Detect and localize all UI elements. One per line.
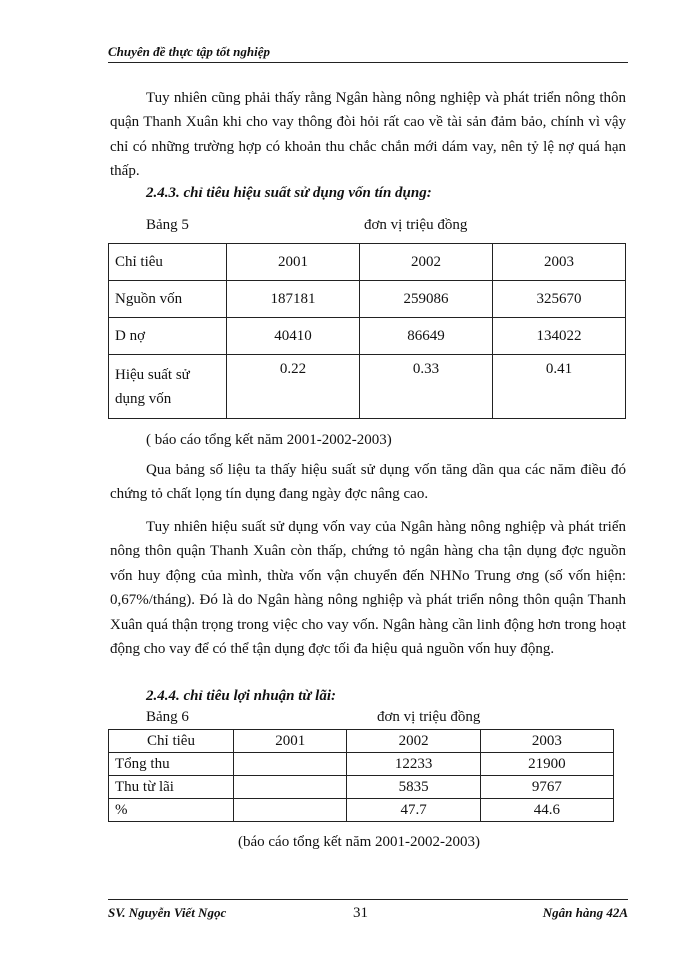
page-number: 31 <box>353 905 368 921</box>
table-cell <box>234 776 347 799</box>
table-row <box>109 799 614 822</box>
section-heading-2-4-4: 2.4.4. chỉ tiêu lợi nhuận từ lãi: <box>146 688 336 704</box>
table-5 <box>108 243 626 419</box>
table-label-6: Bảng 6 <box>146 709 189 725</box>
table-6 <box>108 729 614 822</box>
table-6-source: (báo cáo tổng kết năm 2001-2002-2003) <box>238 834 481 850</box>
table-header-cell: Chỉ tiêu <box>109 244 227 281</box>
table-label-5: Bảng 5 <box>146 217 189 233</box>
header-title: Chuyên đề thực tập tốt nghiệp <box>108 44 270 59</box>
table-cell: 0.41 <box>493 355 626 419</box>
table-cell: 0.33 <box>360 355 493 419</box>
table-unit-6: đơn vị triệu đồng <box>377 709 481 725</box>
table-cell: 9767 <box>480 776 613 799</box>
table-unit-5: đơn vị triệu đồng <box>364 217 468 233</box>
paragraph-3: Tuy nhiên hiệu suất sử dụng vốn vay của Ngân hàng nông nghiệp và phát triển nông thôn quận Thanh Xuân còn thấp, chứng tỏ ngân hàng cha tận dụng đợc nguồn vốn huy động của mình, thừa vốn vận chuyển đến NHNo Trung ơng (số vốn hiện: 0,67%/tháng). Đó là do Ngân hàng nông nghiệp và phát triển nông thôn quận Thanh Xuân quá thận trọng trong việc cho vay vốn. Ngân hàng cần linh động hơn trong hoạt động cho vay để có thể tận dụng đợc tối đa hiệu quả nguồn vốn huy động. <box>110 519 626 658</box>
table-header-cell: 2002 <box>347 730 480 753</box>
section-heading-2-4-3: 2.4.3. chỉ tiêu hiệu suất sử dụng vốn tín dụng: <box>146 185 432 201</box>
table-row <box>109 776 614 799</box>
footer-class: Ngân hàng 42A <box>542 905 628 920</box>
table-cell: 325670 <box>493 281 626 318</box>
table-cell: 187181 <box>227 281 360 318</box>
table-header-cell: Chỉ tiêu <box>109 730 234 753</box>
table-cell <box>234 799 347 822</box>
table-cell: 21900 <box>480 753 613 776</box>
table-cell: 134022 <box>493 318 626 355</box>
table-header-cell: 2003 <box>480 730 613 753</box>
table-cell: 40410 <box>227 318 360 355</box>
table-row <box>109 355 626 419</box>
table-cell: 259086 <box>360 281 493 318</box>
page-header <box>108 44 628 63</box>
paragraph-1: Tuy nhiên cũng phải thấy rằng Ngân hàng nông nghiệp và phát triển nông thôn quận Thanh Xuân khi cho vay thông đòi hỏi rất cao về tài sản đảm bảo, chính vì vậy chỉ có những trường hợp có khoản thu chắc chắn mới dám vay, nên tỷ lệ nợ quá hạn thấp. <box>110 90 626 180</box>
table-cell: 12233 <box>347 753 480 776</box>
page-footer <box>108 899 628 924</box>
table-cell: Thu từ lãi <box>109 776 234 799</box>
table-header-cell: 2003 <box>493 244 626 281</box>
paragraph-2: Qua bảng số liệu ta thấy hiệu suất sử dụng vốn tăng dần qua các năm điều đó chứng tỏ chất lọng tín dụng đang ngày đợc nâng cao. <box>110 462 626 503</box>
table-cell: Hiệu suất sử dụng vốn <box>109 355 227 419</box>
table-header-row <box>109 244 626 281</box>
table-5-source: ( báo cáo tổng kết năm 2001-2002-2003) <box>146 432 392 448</box>
table-cell: 5835 <box>347 776 480 799</box>
footer-author: SV. Nguyễn Viết Ngọc <box>108 905 227 920</box>
table-cell: 86649 <box>360 318 493 355</box>
table-cell: Tổng thu <box>109 753 234 776</box>
table-cell: 44.6 <box>480 799 613 822</box>
table-header-cell: 2001 <box>234 730 347 753</box>
table-cell: % <box>109 799 234 822</box>
table-cell: Nguồn vốn <box>109 281 227 318</box>
table-cell: D nợ <box>109 318 227 355</box>
table-header-cell: 2002 <box>360 244 493 281</box>
table-header-cell: 2001 <box>227 244 360 281</box>
table-row <box>109 318 626 355</box>
table-row <box>109 753 614 776</box>
table-row <box>109 281 626 318</box>
table-cell: 0.22 <box>227 355 360 419</box>
table-cell: 47.7 <box>347 799 480 822</box>
table-cell <box>234 753 347 776</box>
table-header-row <box>109 730 614 753</box>
